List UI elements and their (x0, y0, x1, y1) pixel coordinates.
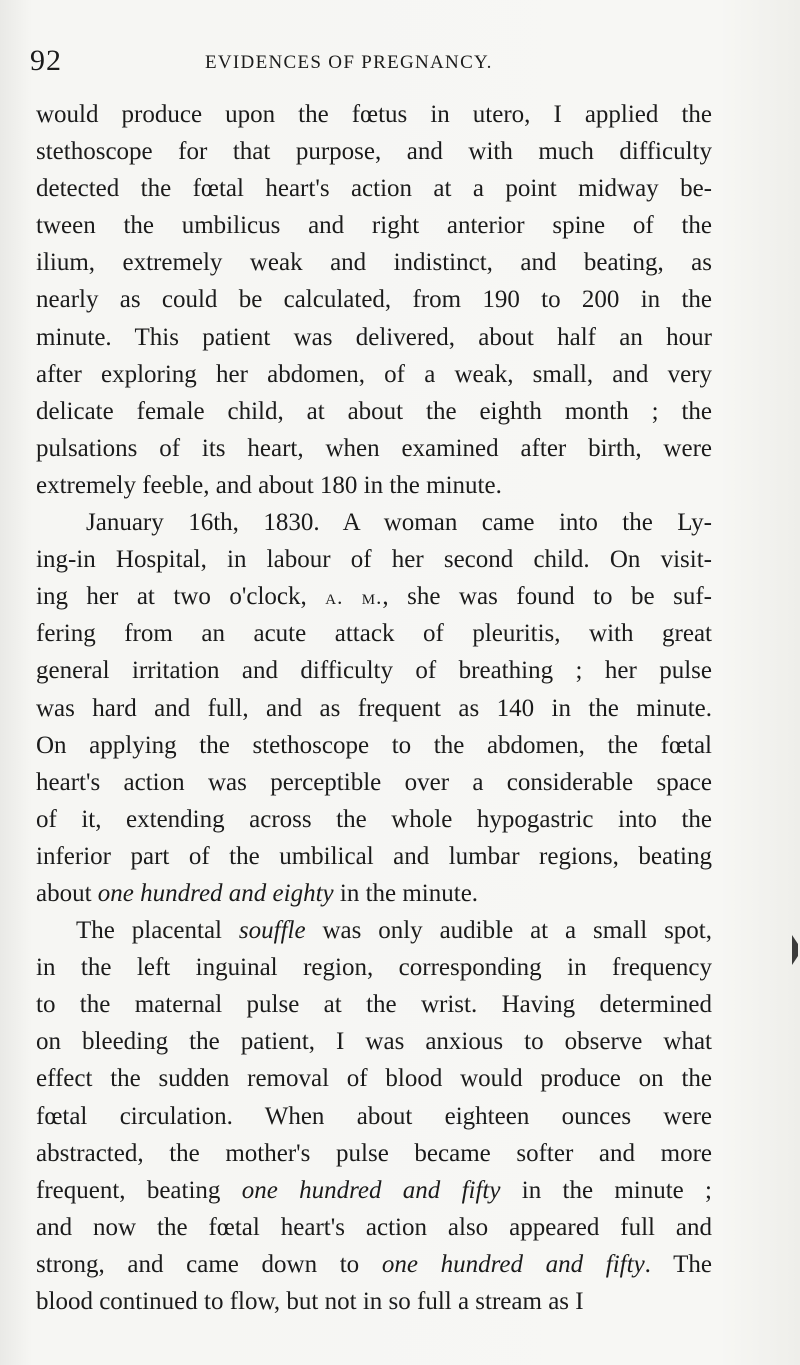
italic-text: one hundred and fifty (381, 1250, 645, 1278)
text-line (36, 96, 712, 133)
italic-text: one hundred and eighty (97, 879, 334, 907)
text-line (36, 578, 712, 615)
text-line (36, 652, 712, 689)
text-segment: in the left inguinal region, corresponding in frequency (36, 954, 712, 982)
text-segment: minute. This patient was delivered, about half an hour (36, 323, 712, 351)
text-line (36, 986, 712, 1023)
text-segment: heart's action was perceptible over a considerable space (36, 768, 712, 796)
text-segment: and now the fœtal heart's action also appeared full and (36, 1213, 712, 1241)
body-text (36, 96, 712, 1320)
text-line (36, 764, 712, 801)
text-line (36, 393, 712, 430)
text-segment: January 16th, 1830. A woman came into the Ly- (86, 509, 712, 537)
text-segment: , she was found to be suf- (382, 583, 712, 611)
small-caps-text: a. m. (325, 585, 383, 610)
text-line (36, 356, 712, 393)
text-line (36, 801, 712, 838)
text-segment: ing her at two o'clock, (36, 583, 326, 611)
text-segment: to the maternal pulse at the wrist. Having determined (36, 991, 712, 1019)
text-line (36, 1135, 712, 1172)
text-line (36, 838, 712, 875)
text-line (36, 467, 712, 504)
text-segment: effect the sudden removal of blood would produce on the (36, 1065, 712, 1093)
text-line (36, 1209, 712, 1246)
text-segment: in the minute ; (500, 1176, 713, 1204)
text-line (36, 1283, 712, 1320)
running-head: EVIDENCES OF PREGNANCY. (205, 52, 493, 73)
text-segment: about (36, 879, 98, 907)
text-segment: general irritation and difficulty of breathing ; her pulse (36, 657, 712, 685)
text-line (36, 1060, 712, 1097)
text-segment: stethoscope for that purpose, and with much difficulty (36, 138, 712, 166)
page-edge-mark (792, 935, 798, 965)
text-segment: fœtal circulation. When about eighteen ounces were (36, 1102, 712, 1130)
text-segment: On applying the stethoscope to the abdomen, the fœtal (36, 731, 712, 759)
text-line (36, 727, 712, 764)
text-line (36, 207, 712, 244)
text-line (36, 281, 712, 318)
text-segment: strong, and came down to (36, 1250, 382, 1278)
text-line (36, 690, 712, 727)
text-segment: fering from an acute attack of pleuritis, with great (36, 620, 712, 648)
text-line (36, 170, 712, 207)
text-line (36, 1023, 712, 1060)
text-segment: after exploring her abdomen, of a weak, small, and very (36, 360, 712, 388)
italic-text: one hundred and fifty (241, 1176, 501, 1204)
text-segment: pulsations of its heart, when examined after birth, were (36, 434, 712, 462)
text-segment: . The (644, 1250, 712, 1278)
text-segment: detected the fœtal heart's action at a point midway be- (36, 175, 712, 203)
page-header (30, 44, 760, 84)
text-segment: ilium, extremely weak and indistinct, and beating, as (36, 249, 712, 277)
text-segment: on bleeding the patient, I was anxious to observe what (36, 1028, 712, 1056)
text-segment: of it, extending across the whole hypogastric into the (36, 805, 712, 833)
text-segment: delicate female child, at about the eighth month ; the (36, 397, 712, 425)
text-segment: was only audible at a small spot, (305, 917, 712, 945)
text-segment: frequent, beating (36, 1176, 242, 1204)
text-segment: ing-in Hospital, in labour of her second child. On visit- (36, 546, 712, 574)
text-segment: extremely feeble, and about 180 in the minute. (36, 471, 502, 499)
text-segment: was hard and full, and as frequent as 140 in the minute. (36, 694, 712, 722)
text-segment: would produce upon the fœtus in utero, I applied the (36, 101, 712, 128)
text-segment: nearly as could be calculated, from 190 to 200 in the (36, 286, 712, 314)
text-segment: tween the umbilicus and right anterior spine of the (36, 212, 712, 240)
text-line (36, 430, 712, 467)
text-line (36, 244, 712, 281)
text-line (36, 504, 712, 541)
text-line (36, 949, 712, 986)
italic-text: souffle (238, 917, 306, 945)
text-line (36, 133, 712, 170)
text-segment: in the minute. (333, 879, 479, 907)
text-segment: blood continued to flow, but not in so full a stream as I (36, 1288, 584, 1315)
text-line (36, 1246, 712, 1283)
text-line (36, 319, 712, 356)
text-line (36, 912, 712, 949)
text-segment: inferior part of the umbilical and lumbar regions, beating (36, 842, 712, 870)
text-line (36, 615, 712, 652)
text-segment: abstracted, the mother's pulse became softer and more (36, 1139, 712, 1167)
text-line (36, 1172, 712, 1209)
text-line (36, 875, 712, 912)
page-number: 92 (30, 44, 62, 77)
text-segment: The placental (76, 917, 239, 945)
text-line (36, 541, 712, 578)
text-line (36, 1098, 712, 1135)
